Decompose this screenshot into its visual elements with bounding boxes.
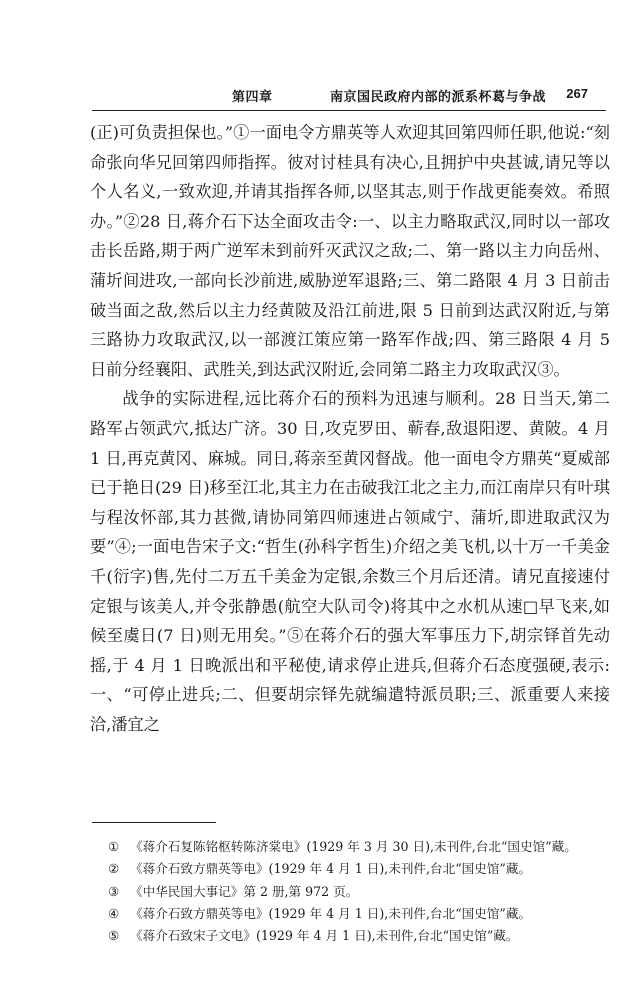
footnote-rule [92, 822, 216, 823]
footnote-mark: ① [108, 839, 120, 854]
header-rule [92, 110, 606, 111]
page-number: 267 [566, 86, 588, 101]
footnote-text: 《蒋介石复陈铭枢转陈济棠电》(1929 年 3 月 30 日),未刊件,台北“国史馆”藏。 [130, 839, 577, 854]
footnote-text: 《蒋介石致方鼎英等电》(1929 年 4 月 1 日),未刊件,台北“国史馆”藏。 [130, 905, 532, 921]
running-header [92, 86, 606, 108]
footnote-text: 《蒋介石致方鼎英等电》(1929 年 4 月 1 日),未刊件,台北“国史馆”藏。 [130, 861, 532, 877]
footnote-5 [90, 925, 610, 947]
body-text [90, 118, 610, 739]
footnote-text: 《中华民国大事记》第 2 册,第 972 页。 [130, 883, 359, 899]
footnotes [90, 836, 610, 947]
footnote-1 [90, 836, 610, 858]
footnote-2 [90, 858, 610, 880]
chapter-label: 第四章 [232, 90, 273, 105]
chapter-title: 南京国民政府内部的派系杯葛与争战 [330, 90, 547, 105]
footnote-text: 《蒋介石致宋子文电》(1929 年 4 月 1 日),未刊件,台北“国史馆”藏。 [130, 928, 519, 944]
paragraph: 战争的实际进程,远比蒋介石的预料为迅速与顺利。28 日当天,第二路军占领武穴,抵达广济。30 日,攻克罗田、蕲春,敌退阳逻、黄陂。4 月 1 日,再克黄冈、麻城。同日,蒋亲至黄冈督战。他一面电令方鼎英“夏威部已于艳日(29 日)移至江北,其主力在击破我江北之主力,而江南岸只有叶琪与程汝怀部,其力甚微,请协同第四师速进占领咸宁、蒲圻,即进取武汉为要”④;一面电告宋子文:“哲生(孙科字哲生)介绍之美飞机,以十万一千美金千(衍字)售,先付二万五千美金为定银,余数三个月后还清。请兄直接速付定银与该美人,并令张静愚(航空大队司令)将其中之水机从速□早飞来,如候至虞日(7 日)则无用矣。”⑤在蒋介石的强大军事压力下,胡宗铎首先动摇,于 4 月 1 日晚派出和平秘使,请求停止进兵,但蒋介石态度强硬,表示:一、“可停止进兵;二、但要胡宗铎先就编遣特派员职;三、派重要人来接洽,潘宜之 [90, 389, 610, 734]
footnote-3 [90, 881, 610, 903]
footnote-mark: ③ [108, 883, 120, 899]
footnote-mark: ⑤ [108, 928, 120, 944]
paragraph-continued: (正)可负责担保也。”①一面电令方鼎英等人欢迎其回第四师任职,他说:“刻命张向华兄回第四师指挥。彼对讨桂具有决心,且拥护中央甚诚,请兄等以个人名义,一致欢迎,并请其指挥各师,以坚其志,则于作战更能奏效。希照办。”②28 日,蒋介石下达全面攻击令:一、以主力略取武汉,同时以一部攻击长岳路,期于两广逆军未到前歼灭武汉之敌;二、第一路以主力向岳州、蒲圻间进攻,一部向长沙前进,威胁逆军退路;三、第二路限 4 月 3 日前击破当面之敌,然后以主力经黄陂及沿江前进,限 5 日前到达武汉附近,与第三路协力攻取武汉,以一部渡江策应第一路军作战;四、第三路限 4 月 5 日前分经襄阳、武胜关,到达武汉附近,会同第二路主力攻取武汉③。 [90, 123, 610, 379]
footnote-4 [90, 903, 610, 925]
footnote-mark: ② [108, 861, 120, 877]
footnote-mark: ④ [108, 905, 120, 921]
